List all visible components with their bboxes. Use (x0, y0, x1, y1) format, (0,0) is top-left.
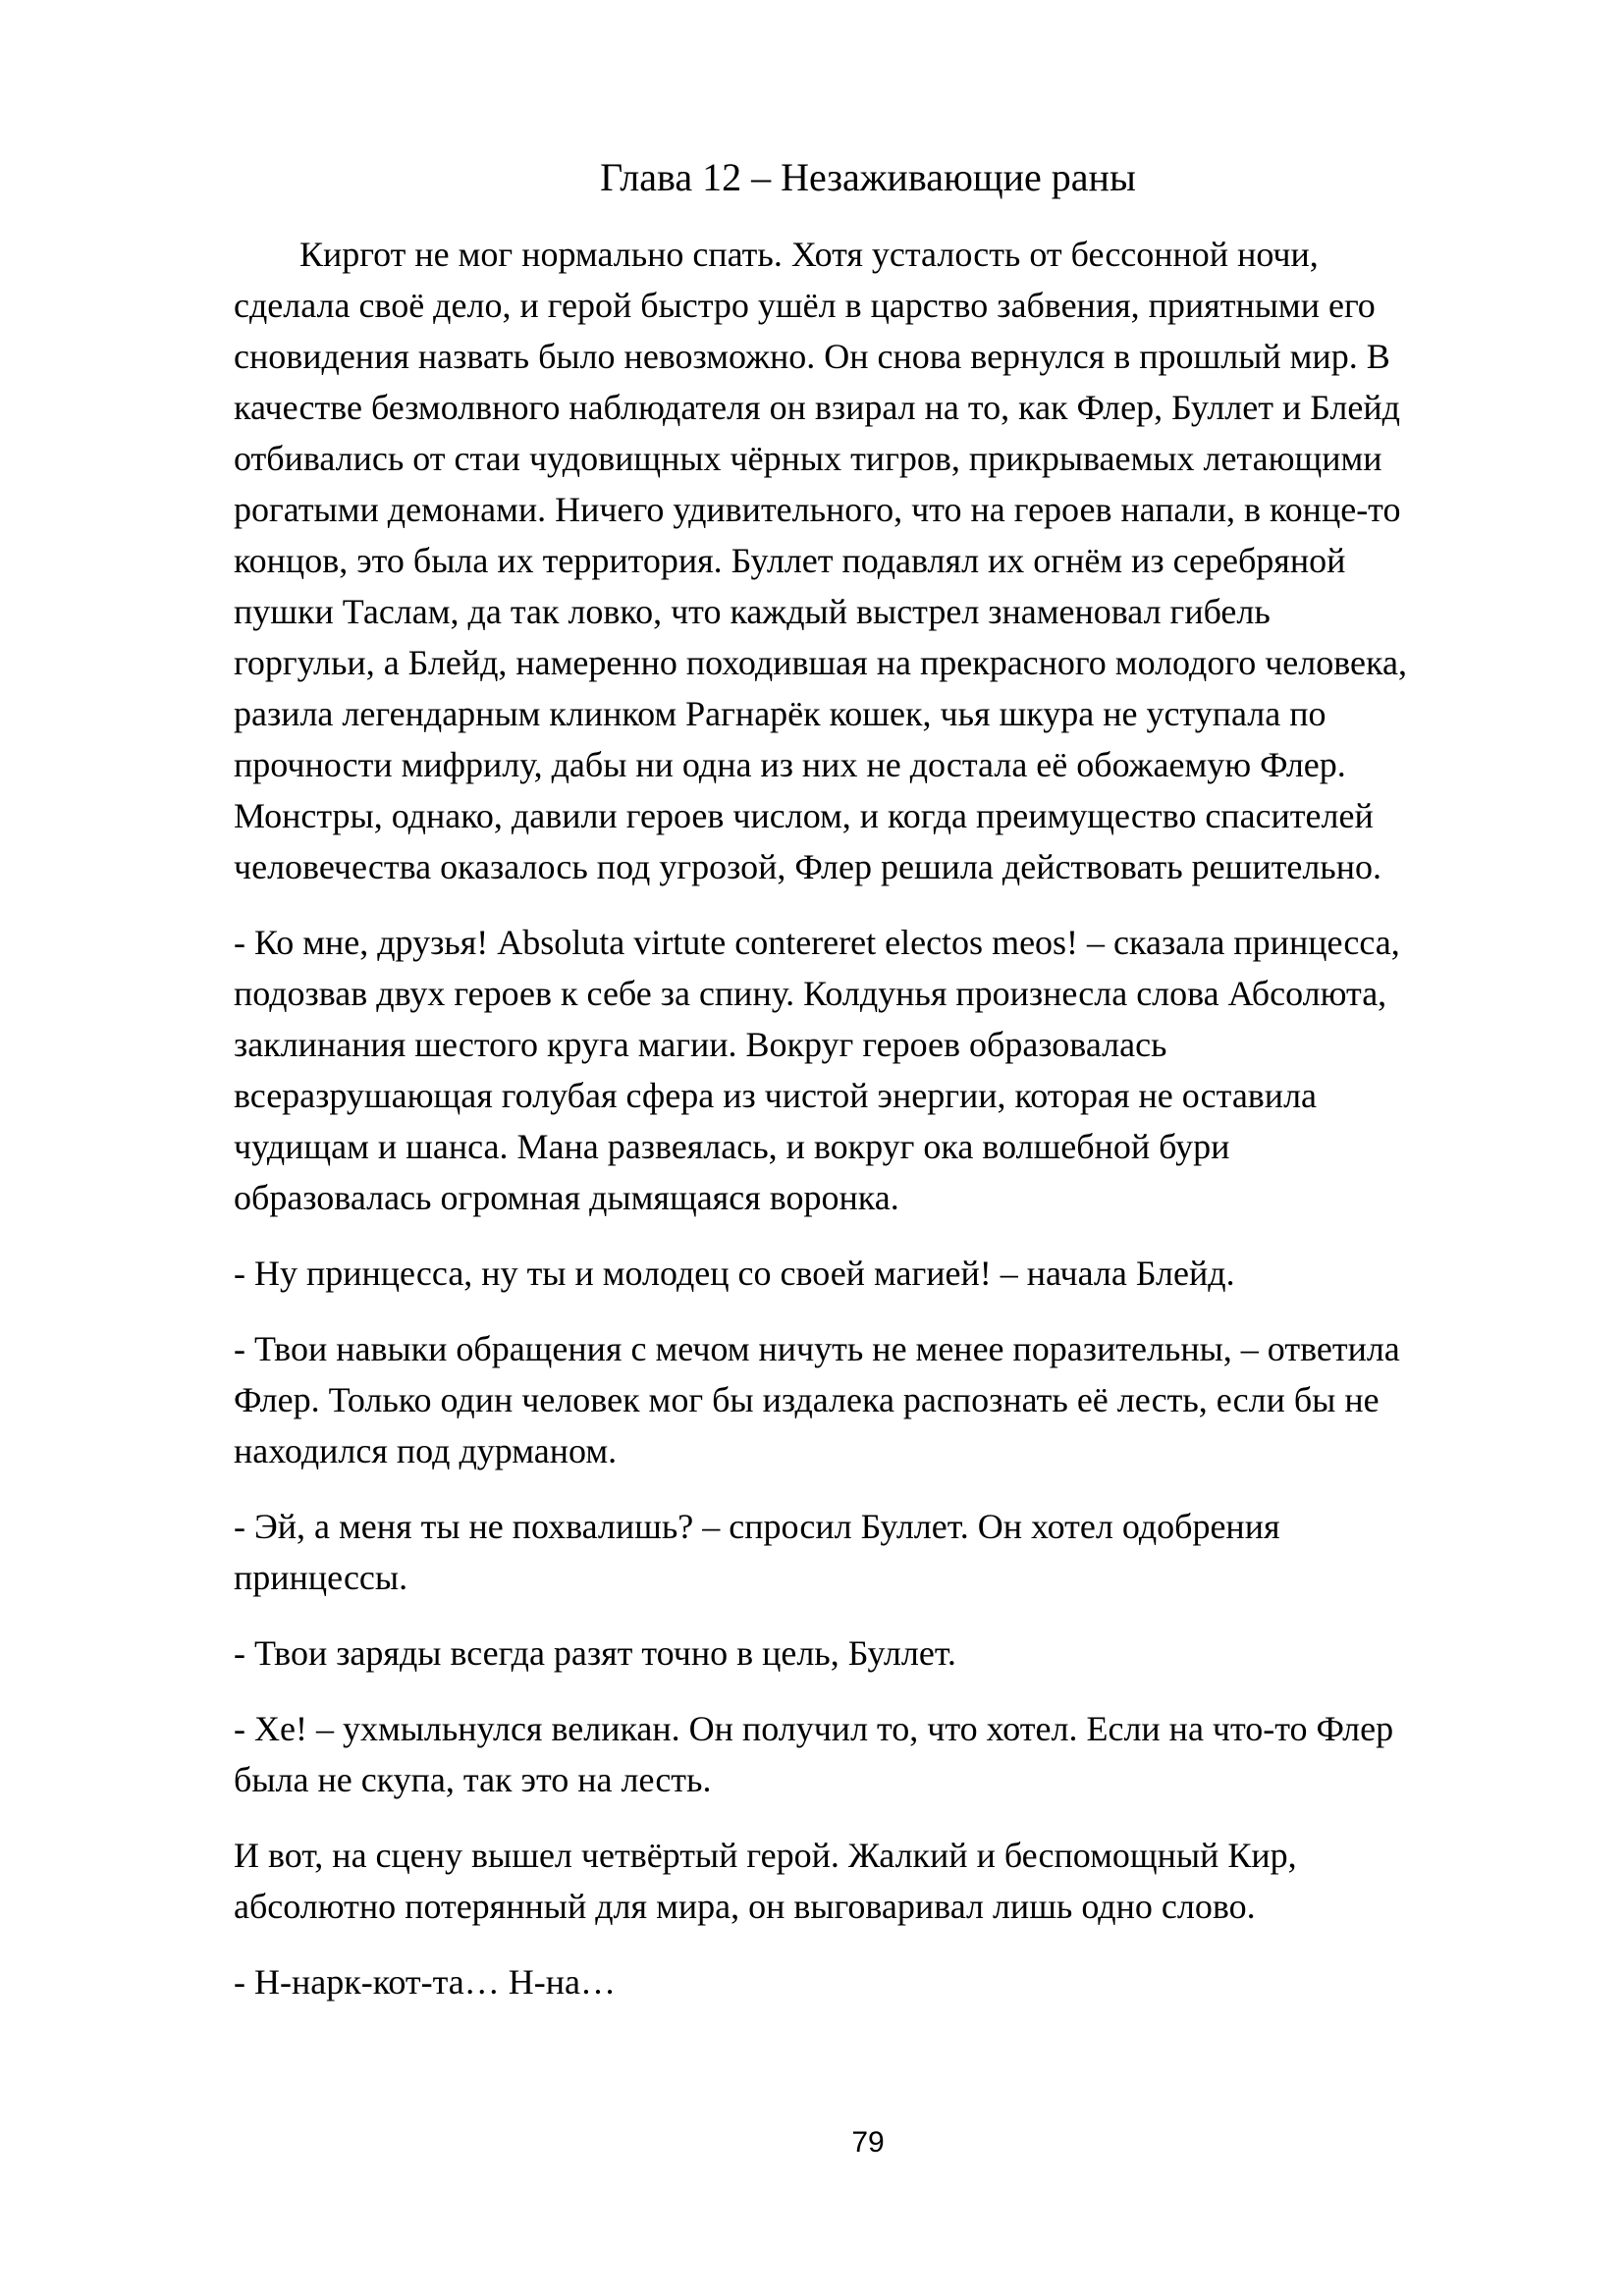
paragraph-dialogue (234, 917, 1502, 1223)
text-line: Монстры, однако, давили героев числом, и когда преимущество спасителей (234, 796, 1374, 835)
text-line: образовалась огромная дымящаяся воронка. (234, 1178, 899, 1217)
text-line: абсолютно потерянный для мира, он выговаривал лишь одно слово. (234, 1887, 1256, 1926)
text-line: пушки Таслам, да так ловко, что каждый выстрел знаменовал гибель (234, 592, 1271, 631)
text-line: сделала своё дело, и герой быстро ушёл в царство забвения, приятными его (234, 286, 1376, 325)
text-line: - Хе! – ухмыльнулся великан. Он получил то, что хотел. Если на что-то Флер (234, 1709, 1394, 1748)
text-line: отбивались от стаи чудовищных чёрных тигров, прикрываемых летающими (234, 439, 1382, 478)
text-line: рогатыми демонами. Ничего удивительного, что на героев напали, в конце-то (234, 490, 1401, 529)
text-line: концов, это была их территория. Буллет подавлял их огнём из серебряной (234, 541, 1346, 580)
text-line: разила легендарным клинком Рагнарёк кошек, чья шкура не уступала по (234, 694, 1326, 733)
paragraph-dialogue (234, 1248, 1502, 1299)
text-line: качестве безмолвного наблюдателя он взирал на то, как Флер, Буллет и Блейд (234, 388, 1400, 427)
text-line: сновидения назвать было невозможно. Он снова вернулся в прошлый мир. В (234, 337, 1390, 376)
text-line: - Твои навыки обращения с мечом ничуть не менее поразительны, – ответила (234, 1329, 1400, 1368)
text-line: - Н-нарк-кот-та… Н-на… (234, 1962, 616, 2002)
paragraph-dialogue (234, 1323, 1502, 1476)
text-line: Флер. Только один человек мог бы издалека распознать её лесть, если бы не (234, 1380, 1380, 1419)
paragraph-narration (234, 229, 1502, 892)
text-line: находился под дурманом. (234, 1431, 618, 1470)
text-line: - Ко мне, друзья! Absoluta virtute contereret electos meos! – сказала принцесса, (234, 923, 1400, 962)
page-number: 79 (851, 2126, 885, 2159)
text-line: заклинания шестого круга магии. Вокруг героев образовалась (234, 1025, 1167, 1064)
text-line: Киргот не мог нормально спать. Хотя усталость от бессонной ночи, (299, 235, 1319, 274)
text-line: подозвав двух героев к себе за спину. Колдунья произнесла слова Абсолюта, (234, 974, 1387, 1013)
text-line: принцессы. (234, 1558, 408, 1597)
paragraphs-container (234, 229, 1502, 2007)
paragraph-narration (234, 1830, 1502, 1932)
paragraph-dialogue (234, 1956, 1502, 2007)
text-line: - Твои заряды всегда разят точно в цель, Буллет. (234, 1633, 956, 1673)
text-line: была не скупа, так это на лесть. (234, 1760, 712, 1799)
text-line: человечества оказалось под угрозой, Флер решила действовать решительно. (234, 847, 1381, 886)
text-line: И вот, на сцену вышел четвёртый герой. Жалкий и беспомощный Кир, (234, 1836, 1297, 1875)
text-line: всеразрушающая голубая сфера из чистой энергии, которая не оставила (234, 1076, 1318, 1115)
text-line: - Эй, а меня ты не похвалишь? – спросил Буллет. Он хотел одобрения (234, 1507, 1280, 1546)
text-line: прочности мифрилу, дабы ни одна из них не достала её обожаемую Флер. (234, 745, 1346, 784)
text-line: - Ну принцесса, ну ты и молодец со своей магией! – начала Блейд. (234, 1254, 1235, 1293)
text-line: чудищам и шанса. Мана развеялась, и вокруг ока волшебной бури (234, 1127, 1230, 1166)
text-line: горгульи, а Блейд, намеренно походившая на прекрасного молодого человека, (234, 643, 1407, 682)
paragraph-dialogue (234, 1628, 1502, 1679)
paragraph-dialogue (234, 1703, 1502, 1805)
chapter-title: Глава 12 – Незаживающие раны (600, 155, 1136, 199)
page-content (234, 152, 1502, 2032)
paragraph-dialogue (234, 1501, 1502, 1603)
